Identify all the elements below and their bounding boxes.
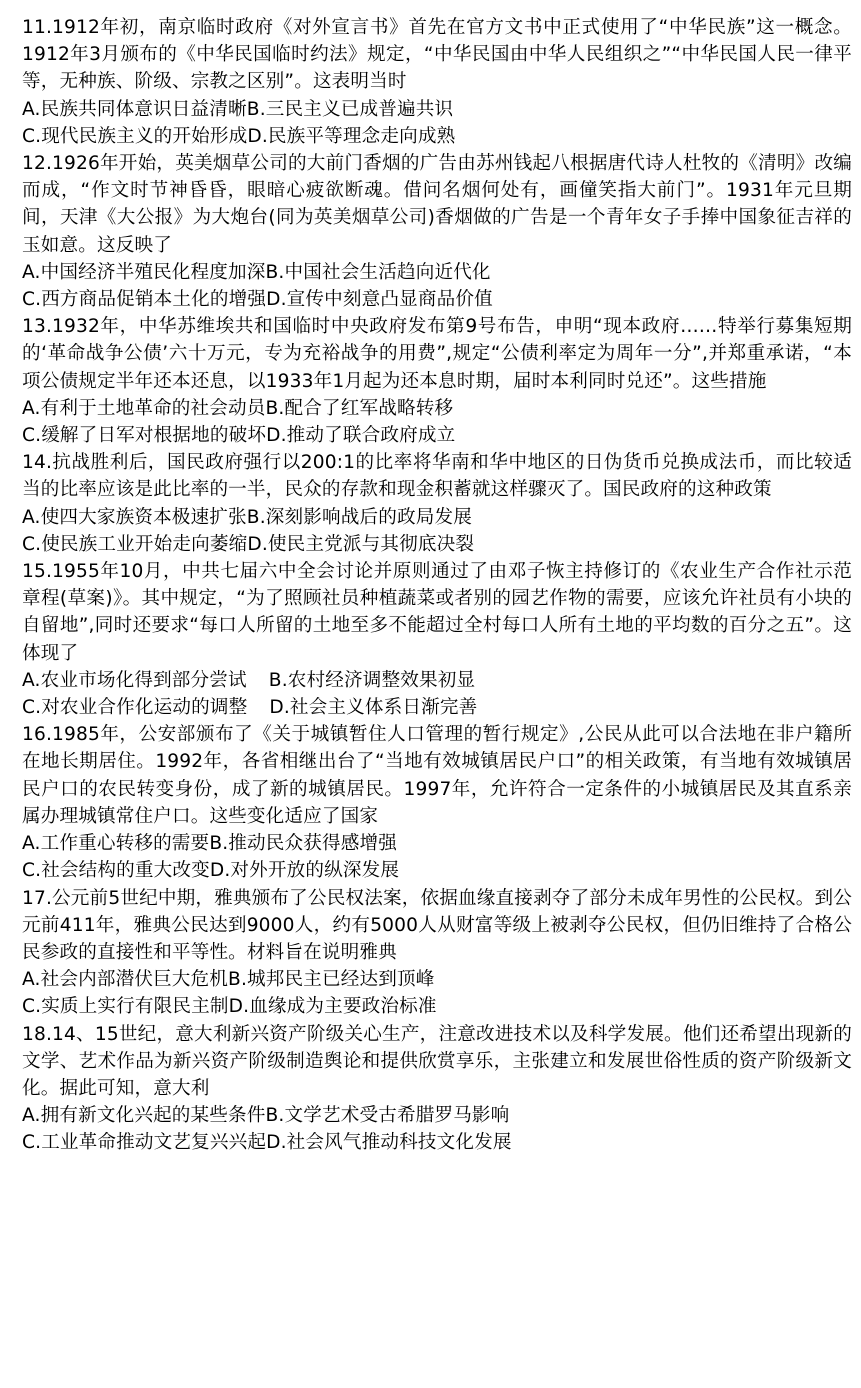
question-stem: 17.公元前5世纪中期，雅典颁布了公民权法案，依据血缘直接剥夺了部分未成年男性的公民权。到公元前411年，雅典公民达到9000人，约有5000人从财富等级上被剥夺公民权，但仍旧维持了合格公民参政的直接性和平等性。材料旨在说明雅典 (22, 887, 852, 963)
option-row (22, 830, 852, 857)
option-c: C.西方商品促销本土化的增强 (22, 289, 267, 311)
option-row (22, 531, 852, 558)
question-stem: 15.1955年10月，中共七届六中全会讨论并原则通过了由邓子恢主持修订的《农业生产合作社示范章程(草案)》。其中规定，“为了照顾社员种植蔬菜或者别的园艺作物的需要，应该允许社员有小块的自留地”,同时还要求“每口人所留的土地至多不能超过全村每口人所有土地的平均数的百分之五”。这体现了 (22, 561, 852, 664)
option-c: C.使民族工业开始走向萎缩 (22, 533, 248, 555)
option-row (22, 966, 852, 993)
option-a: A.社会内部潜伏巨大危机 (22, 969, 229, 991)
option-a: A.有利于土地革命的社会动员 (22, 397, 266, 419)
option-row (22, 123, 852, 150)
option-b: B.三民主义已成普遍共识 (246, 98, 454, 120)
question-stem: 11.1912年初，南京临时政府《对外宣言书》首先在官方文书中正式使用了“中华民族”这一概念。1912年3月颁布的《中华民国临时约法》规定，“中华民国由中华人民组织之”“中华民国人民一律平等，无种族、阶级、宗教之区别”。这表明当时 (22, 17, 852, 93)
option-row (22, 694, 852, 721)
option-b: B.农村经济调整效果初显 (268, 669, 476, 691)
question-stem: 12.1926年开始，英美烟草公司的大前门香烟的广告由苏州钱起八根据唐代诗人杜牧的《清明》改编而成，“作文时节神昏昏，眼暗心疲欲断魂。借问名烟何处有，画僮笑指大前门”。1931年元旦期间，天津《大公报》为大炮台(同为英美烟草公司)香烟做的广告是一个青年女子手捧中国象征吉祥的玉如意。这反映了 (22, 153, 852, 256)
option-a: A.拥有新文化兴起的某些条件 (22, 1105, 266, 1127)
option-row (22, 993, 852, 1020)
option-c: C.实质上实行有限民主制 (22, 996, 229, 1018)
question-16 (22, 721, 852, 884)
option-row (22, 504, 852, 531)
option-c: C.对农业合作化运动的调整 (22, 697, 248, 719)
option-c: C.社会结构的重大改变 (22, 860, 210, 882)
option-row (22, 857, 852, 884)
question-stem: 16.1985年，公安部颁布了《关于城镇暂住人口管理的暂行规定》,公民从此可以合法地在非户籍所在地长期居住。1992年，各省相继出台了“当地有效城镇居民户口”的相关政策，有当地有效城镇居民户口的农民转变身份，成了新的城镇居民。1997年，允许符合一定条件的小城镇居民及其直系亲属办理城镇常住户口。这些变化适应了国家 (22, 724, 852, 827)
option-b: B.城邦民主已经达到顶峰 (228, 969, 435, 991)
question-stem: 14.抗战胜利后，国民政府强行以200:1的比率将华南和华中地区的日伪货币兑换成法币，而比较适当的比率应该是此比率的一半，民众的存款和现金积蓄就这样骤灭了。国民政府的这种政策 (22, 452, 852, 501)
option-b: B.推动民众获得感增强 (209, 833, 397, 855)
option-b: B.文学艺术受古希腊罗马影响 (265, 1105, 510, 1127)
option-c: C.工业革命推动文艺复兴兴起 (22, 1132, 267, 1154)
option-c: C.缓解了日军对根据地的破坏 (22, 425, 267, 447)
option-a: A.农业市场化得到部分尝试 (22, 669, 247, 691)
option-row (22, 1129, 852, 1156)
option-b: B.中国社会生活趋向近代化 (265, 261, 491, 283)
question-13 (22, 313, 852, 449)
option-d: D.民族平等理念走向成熟 (247, 125, 456, 147)
question-15 (22, 558, 852, 721)
option-d: D.血缘成为主要政治标准 (228, 996, 437, 1018)
option-d: D.对外开放的纵深发展 (209, 860, 400, 882)
option-d: D.推动了联合政府成立 (266, 425, 456, 447)
question-11 (22, 14, 852, 150)
option-row (22, 422, 852, 449)
option-row (22, 259, 852, 286)
option-d: D.社会风气推动科技文化发展 (266, 1132, 512, 1154)
option-row (22, 96, 852, 123)
option-row (22, 286, 852, 313)
option-row (22, 395, 852, 422)
question-18 (22, 1021, 852, 1157)
option-a: A.使四大家族资本极速扩张 (22, 506, 247, 528)
option-row (22, 1102, 852, 1129)
option-b: B.深刻影响战后的政局发展 (246, 506, 472, 528)
option-row (22, 667, 852, 694)
option-b: B.配合了红军战略转移 (265, 397, 454, 419)
question-stem: 18.14、15世纪，意大利新兴资产阶级关心生产，注意改进技术以及科学发展。他们还希望出现新的文学、艺术作品为新兴资产阶级制造舆论和提供欣赏享乐，主张建立和发展世俗性质的资产阶级新文化。据此可知，意大利 (22, 1023, 852, 1099)
option-a: A.工作重心转移的需要 (22, 833, 210, 855)
exam-document (22, 14, 852, 1157)
option-c: C.现代民族主义的开始形成 (22, 125, 248, 147)
question-stem: 13.1932年，中华苏维埃共和国临时中央政府发布第9号布告，申明“现本政府……特举行募集短期的‘革命战争公债’六十万元，专为充裕战争的用费”,规定“公债利率定为周年一分”,并郑重承诺，“本项公债规定半年还本还息，以1933年1月起为还本息时期，届时本利同时兑还”。这些措施 (22, 316, 852, 392)
option-a: A.民族共同体意识日益清晰 (22, 98, 247, 120)
option-d: D.宣传中刻意凸显商品价值 (266, 289, 493, 311)
option-d: D.社会主义体系日渐完善 (269, 697, 478, 719)
question-17 (22, 885, 852, 1021)
question-12 (22, 150, 852, 313)
option-d: D.使民主党派与其彻底决裂 (247, 533, 475, 555)
question-14 (22, 449, 852, 558)
option-a: A.中国经济半殖民化程度加深 (22, 261, 266, 283)
